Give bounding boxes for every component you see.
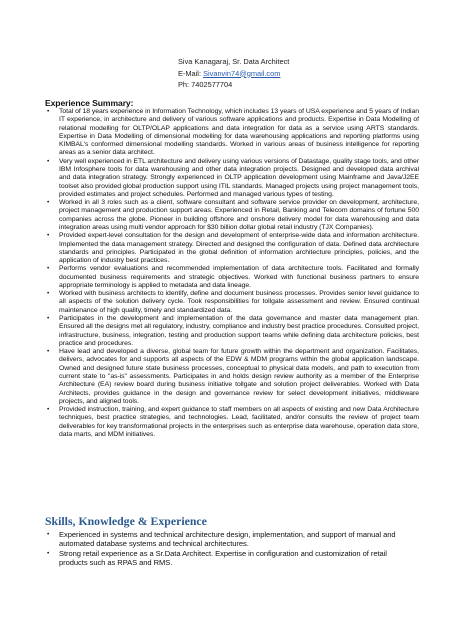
skills-item-text: Strong retail experience as a Sr.Data Architect. Expertise in configuration and customization of retail products such as RPAS and RMS. <box>59 548 387 568</box>
skills-list <box>45 530 417 568</box>
skills-item <box>45 549 417 568</box>
bullet-icon: • <box>47 290 50 298</box>
summary-item <box>45 199 419 232</box>
bullet-icon: • <box>47 406 50 414</box>
summary-item <box>45 232 419 265</box>
summary-item <box>45 406 419 439</box>
summary-item <box>45 158 419 199</box>
phone-line: Ph: 7402577704 <box>178 80 233 89</box>
bullet-icon: • <box>47 108 50 115</box>
summary-item-text: Participates in the development and implementation of the data governance and master data management plan. Ensured all the designs met all regulatory, industry, compliance and industry best practice procedures. Consulted project, infrastructure, business, integration, testing and production support teams while defining data architecture policies, best practice and procedures. <box>59 315 419 347</box>
experience-summary-heading: Experience Summary: <box>45 98 134 108</box>
email-link[interactable]: Sivanvin74@gmail.com <box>203 68 281 78</box>
summary-item-text: Provided expert-level consultation for the design and development of enterprise-wide data and information architecture. Implemented the data management strategy. Directed and designed the configuration of data. Defined data architecture standards and principles. Participated in the global definition of information architecture principles, policies, and the application of industry best practices. <box>59 232 419 265</box>
summary-item-text: Have lead and developed a diverse, global team for future growth within the department and organization. Facilitates, delivers, advocates for and supports all aspects of the EDW & MDM programs within the global application landscape. Owned and designed future state business processes, conceptual to physical data models, and path to execution from current state to "as-is" assessments. Participates in and holds design review authority as a member of the Enterprise Architecture (EA) review board during business initiative tollgate and solution project deliverables. Worked with Data Architects, provides guidance in the design and governance review for select development initiatives, middleware projects, and aligned tools. <box>59 348 419 405</box>
bullet-icon: • <box>47 157 50 165</box>
email-label: E-Mail: <box>178 68 201 78</box>
summary-item <box>45 108 419 158</box>
name-title-line: Siva Kanagaraj, Sr. Data Architect <box>178 57 290 66</box>
summary-item-text: Total of 18 years experience in Information Technology, which includes 13 years of USA experience and 5 years of Indian IT experience, in architecture and delivery of various software applications and products. Expertise in Data Modelling of relational modelling for OLTP/OLAP applications and data integration for data as a service using ARTS standards. Expertise in Data Modelling of dimensional modelling for data warehousing applications and reporting platforms using KIMBAL's conformed dimensional modelling standards. Worked in various areas of business intelligence for reporting areas as a senior data architect. <box>59 108 419 157</box>
summary-item-text: Worked with business architects to identify, define and document business processes. Provides senior level guidance to all aspects of the solution delivery cycle. Took responsibilities for tollgate assessment and review. Ensured continual maintenance of high quality, timely and standardized data. <box>59 290 419 314</box>
contact-block <box>178 56 289 91</box>
bullet-icon: • <box>47 348 50 356</box>
experience-summary-list <box>45 108 419 439</box>
skills-heading: Skills, Knowledge & Experience <box>45 514 207 528</box>
bullet-icon: • <box>47 265 50 273</box>
summary-item <box>45 290 419 315</box>
summary-item-text: Worked in all 3 roles such as a client, software consultant and software service provider on development, architecture, project management and production support areas. Experienced in Retail, Banking and Telecom domains of fortune 500 companies across the globe. Pioneer in building offshore and onshore delivery model for data warehousing and data integration areas using multi vendor approach for $30 billion dollar global retail industry (TJX Companies). <box>59 199 419 231</box>
summary-item <box>45 315 419 348</box>
summary-item <box>45 265 419 290</box>
bullet-icon: • <box>47 232 50 240</box>
summary-item-text: Very well experienced in ETL architecture and delivery using various versions of Datastage, quality stage tools, and other IBM Infosphere tools for data warehousing and other data integration projects. Designed and developed data archival and data integration strategy. Strongly experienced in OLTP application development using Mainframe and Java/J2EE toolset also provided global production support using ITIL standards. Managed projects using project management tools, provided estimates and project schedules. Performed and managed various types of testing. <box>59 157 419 198</box>
summary-item <box>45 348 419 406</box>
bullet-icon: • <box>47 549 50 557</box>
bullet-icon: • <box>47 199 50 207</box>
bullet-icon: • <box>47 531 50 538</box>
email-line <box>178 68 289 80</box>
skills-item-text: Experienced in systems and technical architecture design, implementation, and support of manual and automated database systems and technical architectures. <box>59 530 396 549</box>
summary-item-text: Provided instruction, training, and expert guidance to staff members on all aspects of existing and new Data Architecture techniques, best practice strategies, and technologies. Lead, facilitated, and/or consults the review of project team deliverables for key transformational projects in the enterprises such as enterprise data warehouse, operation data store, data marts, and MDM initiatives. <box>59 406 419 438</box>
summary-item-text: Performs vendor evaluations and recommended implementation of data architecture tools. Facilitated and formally documented business requirements and strategic objectives. Worked with functional business partners to ensure appropriate terminology is applied to metadata and data lineage. <box>59 265 419 289</box>
skills-item <box>45 530 417 549</box>
bullet-icon: • <box>47 315 50 323</box>
